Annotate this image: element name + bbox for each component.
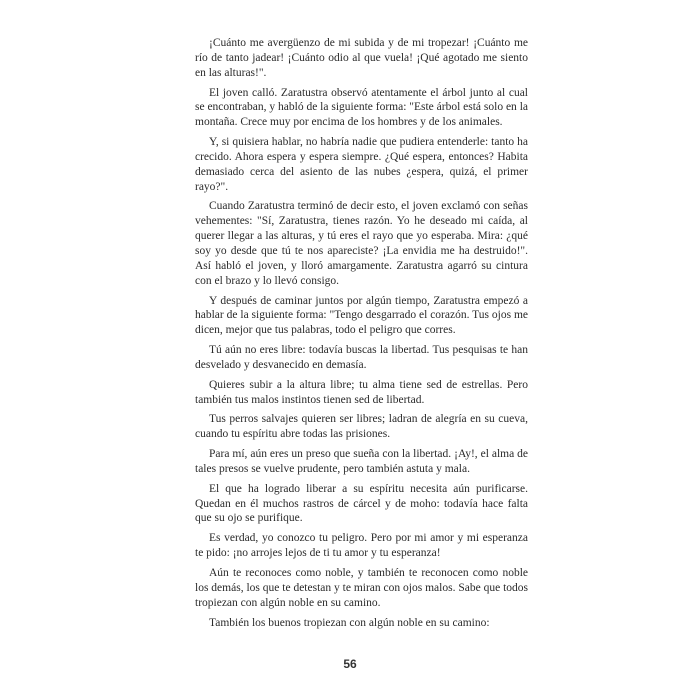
paragraph: Quieres subir a la altura libre; tu alma tiene sed de estrellas. Pero también tus malos instintos tienen sed de libertad. — [195, 378, 528, 406]
paragraph: Tus perros salvajes quieren ser libres; ladran de alegría en su cueva, cuando tu espíritu abre todas las prisiones. — [195, 413, 528, 441]
paragraph: Para mí, aún eres un preso que sueña con la libertad. ¡Ay!, el alma de tales presos se vuelve prudente, pero también astuta y mala. — [195, 448, 528, 475]
paragraph: Es verdad, yo conozco tu peligro. Pero por mi amor y mi esperanza te pido: ¡no arrojes lejos de ti tu amor y tu esperanza! — [195, 532, 528, 560]
paragraph: El que ha logrado liberar a su espíritu necesita aún purificarse. Quedan en él muchos rastros de cárcel y de moho: todavía hace falta que su ojo se purifique. — [195, 482, 528, 525]
paragraph: Cuando Zaratustra terminó de decir esto, el joven exclamó con señas vehementes: "Sí, Zaratustra, tienes razón. Yo he deseado mi caída, al querer llegar a las alturas, y tú eres el rayo que yo esperaba. Mira: ¿qué soy yo desde que tú te nos apareciste? ¡La envidia me ha destruido!". Así habló el joven, y lloró amargamente. Zaratustra agarró su cintura con el brazo y lo llevó consigo. — [195, 200, 528, 287]
paragraph: El joven calló. Zaratustra observó atentamente el árbol junto al cual se encontraban, y habló de la siguiente forma: "Este árbol está solo en la montaña. Crece muy por encima de los hombres y de los animales. — [195, 86, 528, 129]
paragraph: Y después de caminar juntos por algún tiempo, Zaratustra empezó a hablar de la siguiente forma: "Tengo desgarrado el corazón. Tus ojos me dicen, mejor que tus palabras, todo el peligro que corres. — [195, 294, 528, 337]
paragraph: ¡Cuánto me avergüenzo de mi subida y de mi tropezar! ¡Cuánto me río de tanto jadear! ¡Cuánto odio al que vuela! ¡Qué agotado me siento en las alturas!". — [195, 37, 528, 79]
paragraph: También los buenos tropiezan con algún noble en su camino: — [209, 616, 490, 629]
page-number: 56 — [343, 657, 357, 671]
body-text — [195, 36, 528, 635]
paragraph: Aún te reconoces como noble, y también te reconocen como noble los demás, los que te detestan y te miran con ojos malos. Sabe que todos tropiezan con algún noble en su camino. — [195, 567, 528, 609]
paragraph: Y, si quisiera hablar, no habría nadie que pudiera entenderle: tanto ha crecido. Ahora espera y espera siempre. ¿Qué espera, entonces? Habita demasiado cerca del asiento de las nubes ¿espera, quizá, el primer rayo?". — [195, 136, 528, 193]
paragraph: Tú aún no eres libre: todavía buscas la libertad. Tus pesquisas te han desvelado y desvanecido en demasía. — [195, 344, 528, 371]
